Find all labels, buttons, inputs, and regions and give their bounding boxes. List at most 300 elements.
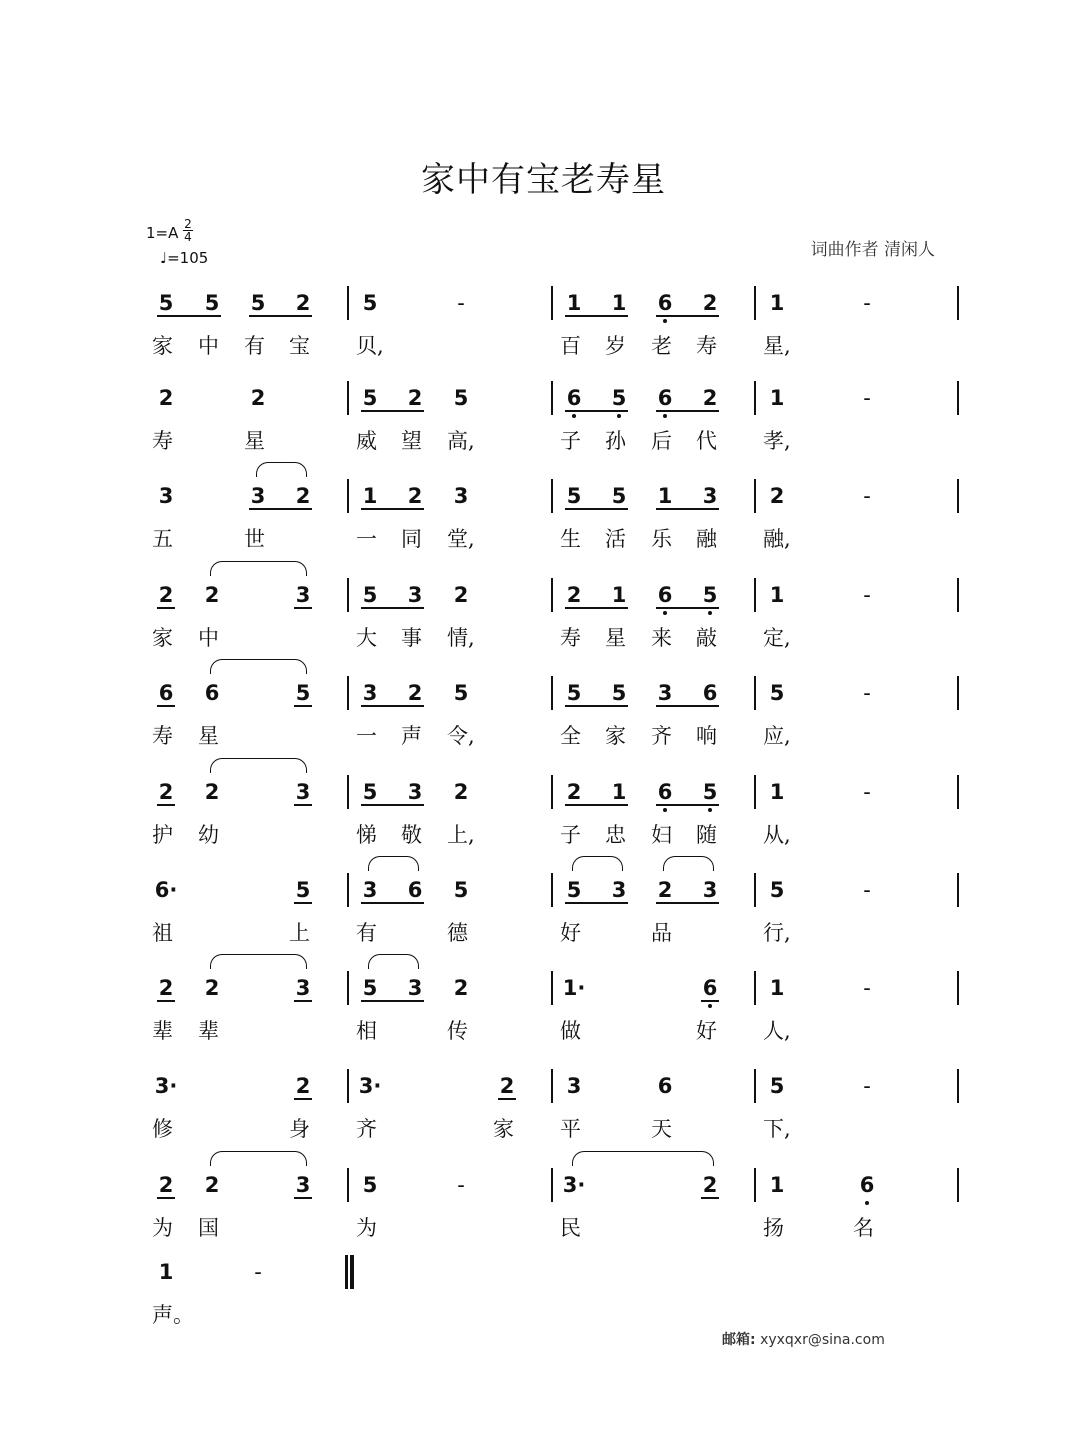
lyric: 岁 (605, 334, 626, 358)
underline-beam (498, 1098, 516, 1100)
barline (551, 578, 553, 612)
lyric: 贝, (356, 334, 384, 358)
lyric: 百 (560, 334, 581, 358)
lyric: 敬 (401, 823, 422, 847)
lyric: 响 (696, 724, 717, 748)
note: 1 (566, 291, 582, 315)
slur (210, 954, 307, 969)
note: 2 (702, 291, 718, 315)
lyric: 事 (401, 626, 422, 650)
barline (957, 381, 959, 415)
lyric: 堂, (447, 527, 475, 551)
note: 5 (204, 291, 220, 315)
dash-note: - (863, 976, 871, 1000)
low-octave-dot (617, 414, 621, 418)
note: 3 (657, 681, 673, 705)
barline (754, 479, 756, 513)
song-title: 家中有宝老寿星 (421, 160, 666, 200)
lyric: 子 (560, 429, 581, 453)
lyric: 情, (447, 626, 475, 650)
note: 2 (158, 386, 174, 410)
barline (347, 676, 349, 710)
slur (572, 856, 623, 871)
note: 2 (295, 484, 311, 508)
underline-beam (361, 410, 424, 412)
note: 3 (407, 976, 423, 1000)
note: 6 (158, 681, 174, 705)
note: 3 (295, 780, 311, 804)
note: 5 (453, 681, 469, 705)
note: 1 (611, 780, 627, 804)
lyric: 老 (651, 334, 672, 358)
note: 5 (158, 291, 174, 315)
note: 2 (453, 583, 469, 607)
underline-beam (294, 1098, 312, 1100)
lyric: 寿 (152, 724, 173, 748)
note: 5 (611, 681, 627, 705)
note: 5 (769, 681, 785, 705)
note: 3 (453, 484, 469, 508)
barline (754, 873, 756, 907)
lyric: 祖 (152, 921, 173, 945)
dash-note: - (863, 1074, 871, 1098)
underline-beam (565, 315, 628, 317)
note: 3 (407, 780, 423, 804)
lyric: 子 (560, 823, 581, 847)
note: 5 (611, 484, 627, 508)
dash-note: - (863, 681, 871, 705)
lyric: 扬 (763, 1216, 784, 1240)
lyric: 全 (560, 724, 581, 748)
note: 3 (362, 878, 378, 902)
slur (572, 1151, 714, 1166)
lyric: 家 (152, 334, 173, 358)
underline-beam (157, 607, 175, 609)
barline (551, 286, 553, 320)
lyric: 寿 (696, 334, 717, 358)
lyric: 威 (356, 429, 377, 453)
barline (347, 1069, 349, 1103)
barline (347, 873, 349, 907)
lyric: 护 (152, 823, 173, 847)
lyric: 人, (763, 1019, 791, 1043)
lyric: 平 (560, 1117, 581, 1141)
lyric: 孙 (605, 429, 626, 453)
note: 1 (769, 291, 785, 315)
slur (210, 561, 307, 576)
slur (210, 758, 307, 773)
barline (754, 676, 756, 710)
lyric: 好 (560, 921, 581, 945)
lyric: 行, (763, 921, 791, 945)
underline-beam (294, 804, 312, 806)
note: 1 (769, 386, 785, 410)
lyric: 上 (289, 921, 310, 945)
lyric: 同 (401, 527, 422, 551)
lyric: 辈 (198, 1019, 219, 1043)
lyric: 随 (696, 823, 717, 847)
note: 2 (158, 583, 174, 607)
note: 2 (204, 583, 220, 607)
lyric: 一 (356, 527, 377, 551)
lyric: 生 (560, 527, 581, 551)
note: 2 (250, 386, 266, 410)
note: 5 (295, 681, 311, 705)
barline (957, 676, 959, 710)
lyric: 修 (152, 1117, 173, 1141)
lyric: 为 (356, 1216, 377, 1240)
note: 5 (453, 386, 469, 410)
time-signature-top: 2 (184, 217, 192, 231)
barline (551, 676, 553, 710)
note: 3 (702, 484, 718, 508)
lyric: 星 (605, 626, 626, 650)
note: 3 (295, 1173, 311, 1197)
lyric: 望 (401, 429, 422, 453)
underline-beam (361, 804, 424, 806)
barline (754, 578, 756, 612)
note: 3 (611, 878, 627, 902)
note: 2 (566, 583, 582, 607)
dash-note: - (863, 484, 871, 508)
lyric: 来 (651, 626, 672, 650)
low-octave-dot (708, 1004, 712, 1008)
lyric: 敲 (696, 626, 717, 650)
lyric: 高, (447, 429, 475, 453)
slur (663, 856, 714, 871)
lyric: 代 (696, 429, 717, 453)
note: 6 (566, 386, 582, 410)
barline (551, 1168, 553, 1202)
dash-note: - (863, 291, 871, 315)
tempo-value: =105 (167, 249, 209, 267)
lyric: 星, (763, 334, 791, 358)
note: 5 (769, 1074, 785, 1098)
note: 2 (566, 780, 582, 804)
note: 3· (358, 1074, 382, 1098)
lyric: 有 (244, 334, 265, 358)
lyric: 家 (493, 1117, 514, 1141)
barline (551, 873, 553, 907)
underline-beam (656, 508, 719, 510)
slur (210, 659, 307, 674)
note: 6 (657, 780, 673, 804)
note: 2 (453, 976, 469, 1000)
underline-beam (701, 1197, 719, 1199)
lyric: 孝, (763, 429, 791, 453)
note: 6 (702, 681, 718, 705)
lyric: 有 (356, 921, 377, 945)
barline (551, 971, 553, 1005)
low-octave-dot (572, 414, 576, 418)
note: 6 (702, 976, 718, 1000)
slur (210, 1151, 307, 1166)
underline-beam (361, 508, 424, 510)
note: 1 (769, 780, 785, 804)
lyric: 寿 (152, 429, 173, 453)
barline (551, 381, 553, 415)
underline-beam (361, 902, 424, 904)
lyric: 融, (763, 527, 791, 551)
note: 1 (158, 1260, 174, 1284)
note: 6 (657, 1074, 673, 1098)
lyric: 中 (198, 626, 219, 650)
barline (754, 286, 756, 320)
dash-note: - (863, 780, 871, 804)
dash-note: - (254, 1260, 262, 1284)
underline-beam (294, 607, 312, 609)
note: 2 (158, 780, 174, 804)
note: 5 (295, 878, 311, 902)
lyric: 传 (447, 1019, 468, 1043)
barline (754, 1069, 756, 1103)
lyric: 世 (244, 527, 265, 551)
note: 6 (859, 1173, 875, 1197)
underline-beam (656, 902, 719, 904)
underline-beam (361, 607, 424, 609)
note: 5 (453, 878, 469, 902)
low-octave-dot (708, 808, 712, 812)
email-label: 邮箱: (722, 1332, 756, 1348)
lyric: 国 (198, 1216, 219, 1240)
note: 5 (362, 291, 378, 315)
underline-beam (656, 804, 719, 806)
lyric: 从, (763, 823, 791, 847)
lyric: 身 (289, 1117, 310, 1141)
barline (551, 1069, 553, 1103)
note: 2 (295, 1074, 311, 1098)
note: 5 (362, 1173, 378, 1197)
low-octave-dot (663, 611, 667, 615)
quarter-note-icon: ♩ (160, 249, 168, 267)
lyric: 好 (696, 1019, 717, 1043)
underline-beam (361, 1000, 424, 1002)
underline-beam (157, 1000, 175, 1002)
time-signature (183, 218, 193, 243)
note: 5 (566, 681, 582, 705)
note: 1 (611, 583, 627, 607)
barline (347, 286, 349, 320)
lyric: 后 (651, 429, 672, 453)
underline-beam (157, 705, 175, 707)
lyric: 家 (152, 626, 173, 650)
note: 1 (769, 976, 785, 1000)
barline (754, 381, 756, 415)
note: 3 (295, 976, 311, 1000)
dash-note: - (863, 878, 871, 902)
lyric: 齐 (356, 1117, 377, 1141)
lyric: 一 (356, 724, 377, 748)
underline-beam (157, 804, 175, 806)
note: 1 (769, 1173, 785, 1197)
lyric: 名 (853, 1216, 874, 1240)
lyric: 中 (198, 334, 219, 358)
lyric: 五 (152, 527, 173, 551)
note: 5 (566, 484, 582, 508)
barline (347, 479, 349, 513)
underline-beam (157, 315, 221, 317)
note: 2 (702, 386, 718, 410)
lyric: 寿 (560, 626, 581, 650)
barline (551, 775, 553, 809)
underline-beam (656, 705, 719, 707)
note: 3 (566, 1074, 582, 1098)
note: 3 (158, 484, 174, 508)
lyric: 悌 (356, 823, 377, 847)
lyric: 应, (763, 724, 791, 748)
lyric: 德 (447, 921, 468, 945)
note: 3· (562, 1173, 586, 1197)
note: 3 (295, 583, 311, 607)
lyric: 妇 (651, 823, 672, 847)
barline (957, 873, 959, 907)
note: 5 (702, 583, 718, 607)
lyric: 定, (763, 626, 791, 650)
note: 5 (250, 291, 266, 315)
lyric: 家 (605, 724, 626, 748)
underline-beam (565, 410, 628, 412)
note: 2 (657, 878, 673, 902)
note: 2 (407, 386, 423, 410)
slur (368, 954, 419, 969)
lyric: 令, (447, 724, 475, 748)
underline-beam (294, 1000, 312, 1002)
barline (957, 1168, 959, 1202)
underline-beam (361, 705, 424, 707)
note: 3 (362, 681, 378, 705)
underline-beam (701, 1000, 719, 1002)
note: 5 (702, 780, 718, 804)
email-address: xyxqxr@sina.com (760, 1332, 885, 1348)
underline-beam (565, 508, 628, 510)
note: 2 (158, 1173, 174, 1197)
note: 2 (407, 484, 423, 508)
lyric: 乐 (651, 527, 672, 551)
barline (347, 578, 349, 612)
note: 2 (204, 1173, 220, 1197)
note: 2 (453, 780, 469, 804)
note: 5 (362, 780, 378, 804)
barline (957, 479, 959, 513)
lyric: 星 (198, 724, 219, 748)
note: 2 (204, 780, 220, 804)
underline-beam (656, 607, 719, 609)
underline-beam (656, 410, 719, 412)
lyric: 活 (605, 527, 626, 551)
lyric: 为 (152, 1216, 173, 1240)
low-octave-dot (663, 808, 667, 812)
note: 6 (407, 878, 423, 902)
note: 5 (362, 583, 378, 607)
underline-beam (249, 508, 312, 510)
barline (957, 971, 959, 1005)
note: 2 (204, 976, 220, 1000)
underline-beam (294, 705, 312, 707)
note: 3 (407, 583, 423, 607)
barline (754, 775, 756, 809)
barline (347, 971, 349, 1005)
note: 1 (611, 291, 627, 315)
note: 6 (657, 583, 673, 607)
barline (754, 1168, 756, 1202)
lyric: 民 (560, 1216, 581, 1240)
lyric: 做 (560, 1019, 581, 1043)
low-octave-dot (708, 611, 712, 615)
lyric: 大 (356, 626, 377, 650)
note: 5 (362, 976, 378, 1000)
dash-note: - (863, 386, 871, 410)
lyric: 下, (763, 1117, 791, 1141)
slur (368, 856, 419, 871)
underline-beam (157, 1197, 175, 1199)
note: 2 (769, 484, 785, 508)
lyric: 齐 (651, 724, 672, 748)
low-octave-dot (663, 319, 667, 323)
underline-beam (565, 902, 628, 904)
lyric: 声 (401, 724, 422, 748)
email-footer (722, 1329, 885, 1349)
underline-beam (656, 315, 719, 317)
note: 5 (769, 878, 785, 902)
note: 6 (204, 681, 220, 705)
underline-beam (565, 804, 628, 806)
underline-beam (249, 315, 312, 317)
composer-credit: 词曲作者 清闲人 (810, 240, 935, 260)
barline (957, 286, 959, 320)
lyric: 声。 (152, 1303, 194, 1327)
barline (957, 1069, 959, 1103)
underline-beam (294, 902, 312, 904)
dash-note: - (457, 1173, 465, 1197)
note: 5 (362, 386, 378, 410)
note: 5 (611, 386, 627, 410)
note: 1 (657, 484, 673, 508)
note: 2 (499, 1074, 515, 1098)
lyric: 忠 (605, 823, 626, 847)
lyric: 星 (244, 429, 265, 453)
lyric: 宝 (289, 334, 310, 358)
note: 6 (657, 386, 673, 410)
lyric: 融 (696, 527, 717, 551)
tempo-marking (160, 249, 208, 267)
note: 2 (407, 681, 423, 705)
low-octave-dot (663, 414, 667, 418)
note: 3· (154, 1074, 178, 1098)
note: 2 (158, 976, 174, 1000)
barline (957, 578, 959, 612)
dash-note: - (457, 291, 465, 315)
final-barline-thin (345, 1255, 348, 1289)
barline (754, 971, 756, 1005)
lyric: 品 (651, 921, 672, 945)
slur (256, 462, 307, 477)
note: 1· (562, 976, 586, 1000)
note: 3 (250, 484, 266, 508)
dash-note: - (863, 583, 871, 607)
lyric: 辈 (152, 1019, 173, 1043)
note: 5 (566, 878, 582, 902)
key-signature: 1=A (146, 224, 179, 242)
barline (347, 1168, 349, 1202)
note: 2 (295, 291, 311, 315)
lyric: 天 (651, 1117, 672, 1141)
low-octave-dot (865, 1201, 869, 1205)
note: 2 (702, 1173, 718, 1197)
lyric: 幼 (198, 823, 219, 847)
note: 1 (769, 583, 785, 607)
barline (551, 479, 553, 513)
lyric: 相 (356, 1019, 377, 1043)
